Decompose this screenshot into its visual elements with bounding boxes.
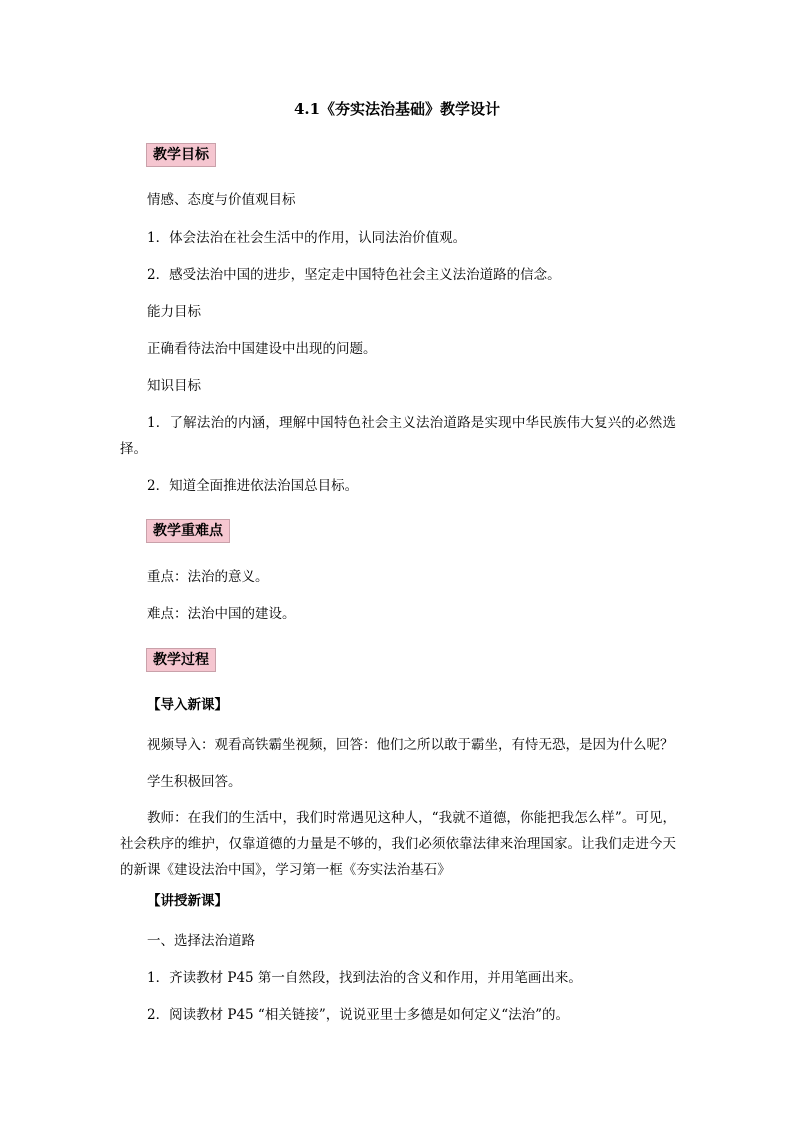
paragraph: 1．齐读教材 P45 第一自然段，找到法治的含义和作用，并用笔画出来。	[147, 970, 582, 986]
paragraph: 2．阅读教材 P45 “相关链接”，说说亚里士多德是如何定义“法治”的。	[147, 1007, 570, 1023]
paragraph: 重点：法治的意义。	[147, 569, 269, 585]
paragraph: 正确看待法治中国建设中出现的问题。	[147, 341, 377, 357]
paragraph: 1．体会法治在社会生活中的作用，认同法治价值观。	[147, 230, 467, 246]
section-heading-key-points: 教学重难点	[146, 519, 230, 543]
paragraph: 视频导入：观看高铁霸坐视频，回答：他们之所以敢于霸坐，有恃无恐，是因为什么呢？	[147, 737, 674, 753]
subheading-lecture: 【讲授新课】	[147, 893, 228, 909]
paragraph: 2．感受法治中国的进步，坚定走中国特色社会主义法治道路的信念。	[147, 267, 561, 283]
subheading-knowledge-goals: 知识目标	[147, 378, 201, 394]
section-heading-process: 教学过程	[146, 648, 216, 672]
section-heading-objectives: 教学目标	[146, 143, 216, 167]
subheading-emotion-goals: 情感、态度与价值观目标	[147, 192, 296, 208]
subheading-choose-path: 一、选择法治道路	[147, 933, 255, 949]
subheading-ability-goals: 能力目标	[147, 304, 201, 320]
subheading-intro: 【导入新课】	[147, 697, 228, 713]
paragraph: 学生积极回答。	[147, 774, 242, 790]
paragraph: 难点：法治中国的建设。	[147, 606, 296, 622]
paragraph: 1．了解法治的内涵，理解中国特色社会主义法治道路是实现中华民族伟大复兴的必然选择。	[120, 415, 676, 457]
document-title: 4.1《夯实法治基础》教学设计	[293, 100, 501, 118]
paragraph: 2．知道全面推进依法治国总目标。	[147, 478, 359, 494]
paragraph: 教师：在我们的生活中，我们时常遇见这种人，“我就不道德，你能把我怎么样”。可见，社会秩序的维护，仅靠道德的力量是不够的，我们必须依靠法律来治理国家。让我们走进今天的新课《建设法治中国》，学习第一框《夯实法治基石》	[120, 810, 676, 878]
